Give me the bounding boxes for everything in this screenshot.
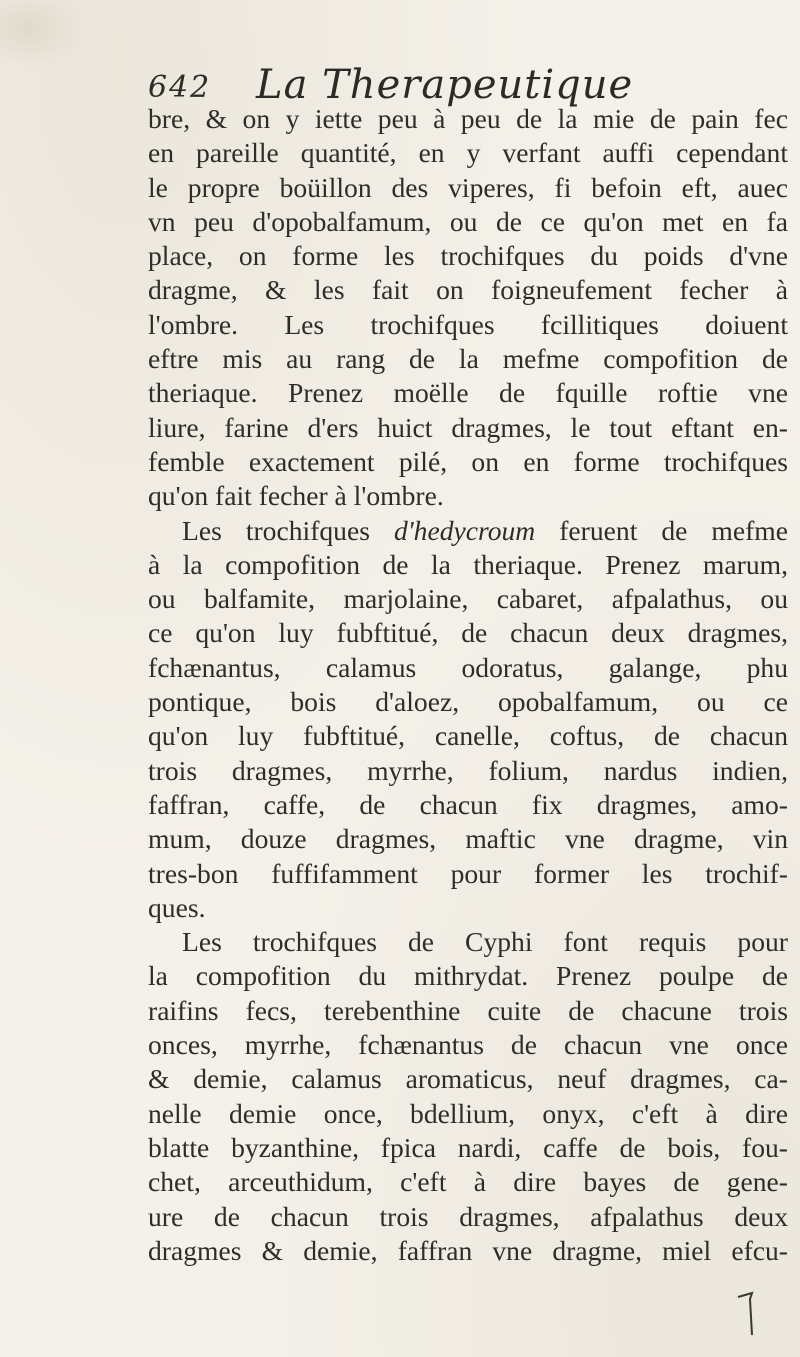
text-line: femble exactement pilé, on en forme trochifques [148,445,788,477]
text-line: fchænantus, calamus odoratus, galange, phu [148,651,788,683]
text-line: qu'on fait fecher à l'ombre. [148,480,444,512]
text-line: l'ombre. Les trochifques fcillitiques doiuent [148,308,788,340]
text-line: mum, douze dragmes, maftic vne dragme, vin [148,823,788,855]
paper-stain [0,0,90,70]
text-line: trois dragmes, myrrhe, folium, nardus indien, [148,754,788,786]
text-line: le propre boüillon des viperes, fi befoin eft, auec [148,171,788,203]
text-line: vn peu d'opobalfamum, ou de ce qu'on met en fa [148,205,788,237]
text-line: pontique, bois d'aloez, opobalfamum, ou ce [148,686,788,718]
text-line: raifins fecs, terebenthine cuite de chacune trois [148,994,788,1026]
text-line: ou balfamite, marjolaine, cabaret, afpalathus, ou [148,583,788,615]
text-line: à la compofition de la theriaque. Prenez marum, [148,548,788,580]
text-line: ce qu'on luy fubftitué, de chacun deux dragmes, [148,617,788,649]
text-line: ques. [148,891,206,923]
text-line: eftre mis au rang de la mefme compofition de [148,343,788,375]
text-line: chet, arceuthidum, c'eft à dire bayes de gene- [148,1166,788,1198]
text-line: bre, & on y iette peu à peu de la mie de pain fec [148,103,788,134]
text-line: onces, myrrhe, fchænantus de chacun vne once [148,1029,788,1061]
text-line: la compofition du mithrydat. Prenez poulpe de [148,960,788,992]
paragraph-start-line [148,514,788,548]
text-line: place, on forme les trochifques du poids d'vne [148,240,788,272]
catchword-mark [730,1285,770,1345]
text-line: qu'on luy fubftitué, canelle, coftus, de chacun [148,720,788,752]
page-number: 642 [148,70,212,105]
text-line: en pareille quantité, en y verfant auffi cependant [148,137,788,169]
text-line: dragme, & les fait on foigneufement fecher à [148,274,788,306]
text-line: dragmes & demie, faffran vne dragme, miel efcu- [148,1234,788,1266]
text-line: ure de chacun trois dragmes, afpalathus deux [148,1200,788,1232]
text-line: & demie, calamus aromaticus, neuf dragmes, ca- [148,1063,788,1095]
para2-start: Les trochifques [182,514,394,546]
para2-rest: feruent de mefme [535,514,788,546]
text-line: theriaque. Prenez moëlle de fquille roftie vne [148,377,788,409]
body-text [148,102,788,1268]
running-title: La Therapeutique [256,62,634,108]
text-line: faffran, caffe, de chacun fix dragmes, amo- [148,788,788,820]
text-line: nelle demie once, bdellium, onyx, c'eft à dire [148,1097,788,1129]
paragraph-start-line: Les trochifques de Cyphi font requis pour [182,926,788,958]
text-line: tres-bon fuffifamment pour former les trochif- [148,857,788,889]
text-line: blatte byzanthine, fpica nardi, caffe de bois, fou- [148,1131,788,1163]
text-line: liure, farine d'ers huict dragmes, le tout eftant en- [148,411,788,443]
italic-term: d'hedycroum [393,514,536,546]
